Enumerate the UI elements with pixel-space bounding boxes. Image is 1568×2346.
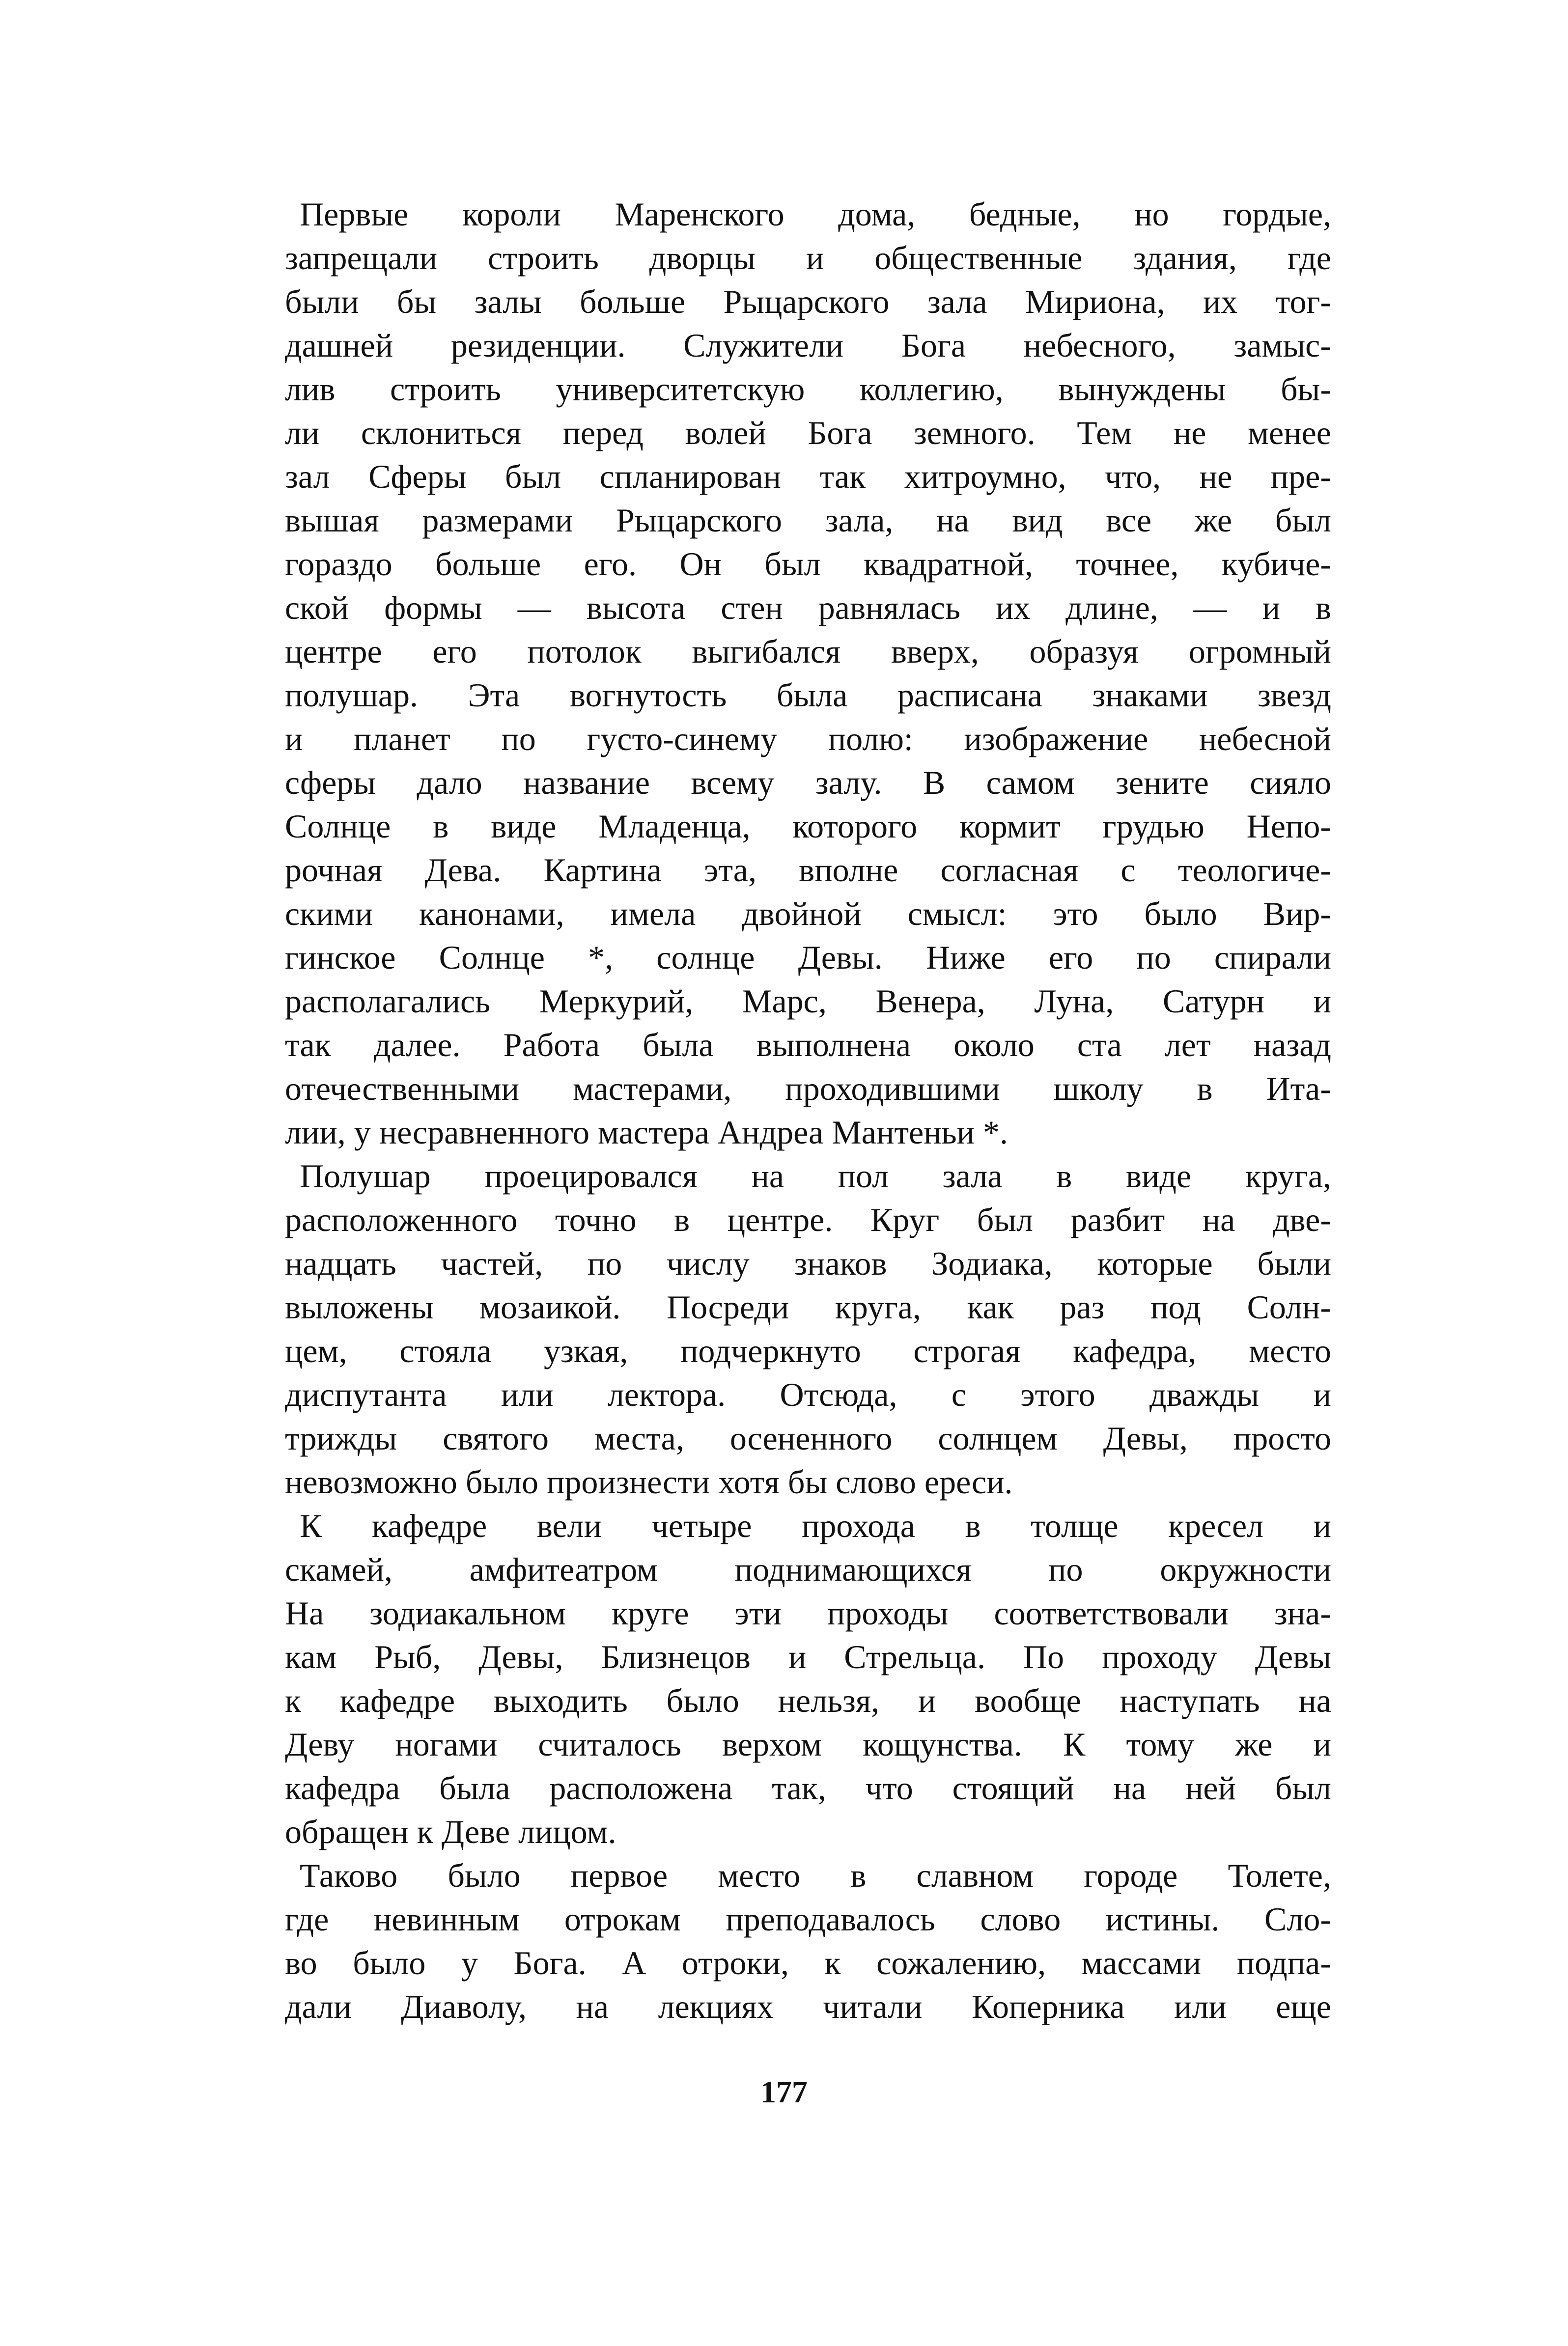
text-line: надцать частей, по числу знаков Зодиака, которые были [285, 1245, 1331, 1282]
text-line: лии, у несравненного мастера Андреа Мантеньи *. [285, 1114, 1008, 1151]
text-line: рочная Дева. Картина эта, вполне согласная с теологиче- [285, 851, 1331, 889]
text-line: Полушар проецировался на пол зала в виде круга, [300, 1157, 1331, 1195]
text-line: Солнце в виде Младенца, которого кормит грудью Непо- [285, 808, 1331, 845]
page-number: 177 [760, 2074, 808, 2109]
text-line: цем, стояла узкая, подчеркнуто строгая кафедра, место [285, 1332, 1331, 1369]
text-line: лив строить университетскую коллегию, вынуждены бы- [285, 370, 1331, 408]
text-line: зал Сферы был спланирован так хитроумно, что, не пре- [285, 458, 1331, 495]
text-line: К кафедре вели четыре прохода в толще кресел и [300, 1507, 1331, 1544]
text-line: гинское Солнце *, солнце Девы. Ниже его по спирали [285, 939, 1331, 976]
text-line: расположенного точно в центре. Круг был разбит на две- [285, 1201, 1331, 1238]
text-line: невозможно было произнести хотя бы слово ереси. [285, 1463, 1013, 1501]
text-line: были бы залы больше Рыцарского зала Мириона, их тог- [285, 283, 1331, 320]
paragraph [285, 193, 1331, 1154]
text-line: запрещали строить дворцы и общественные здания, где [285, 239, 1331, 277]
text-line: На зодиакальном круге эти проходы соответствовали зна- [285, 1594, 1331, 1632]
text-line: Первые короли Маренского дома, бедные, но гордые, [300, 196, 1331, 233]
text-line: ли склониться перед волей Бога земного. Тем не менее [285, 414, 1331, 451]
text-line: так далее. Работа была выполнена около ста лет назад [285, 1026, 1331, 1063]
text-line: трижды святого места, осененного солнцем Девы, просто [285, 1420, 1331, 1457]
text-line: вышая размерами Рыцарского зала, на вид все же был [285, 502, 1331, 539]
text-line: диспутанта или лектора. Отсюда, с этого дважды и [285, 1376, 1331, 1413]
text-line: скамей, амфитеатром поднимающихся по окружности [285, 1551, 1331, 1588]
text-line: обращен к Деве лицом. [285, 1813, 616, 1850]
text-line: гораздо больше его. Он был квадратной, точнее, кубиче- [285, 545, 1331, 583]
paragraph [285, 1504, 1331, 1854]
text-line: располагались Меркурий, Марс, Венера, Луна, Сатурн и [285, 982, 1331, 1020]
text-line: центре его потолок выгибался вверх, образуя огромный [285, 633, 1331, 670]
text-line: полушар. Эта вогнутость была расписана знаками звезд [285, 676, 1331, 714]
text-line: кам Рыб, Девы, Близнецов и Стрельца. По проходу Девы [285, 1638, 1331, 1676]
text-line: скими канонами, имела двойной смысл: это было Вир- [285, 895, 1331, 932]
text-line: дашней резиденции. Служители Бога небесного, замыс- [285, 327, 1331, 364]
text-line: Таково было первое место в славном городе Толете, [300, 1857, 1331, 1894]
text-line: кафедра была расположена так, что стоящий на ней был [285, 1769, 1331, 1807]
paragraph [285, 1854, 1331, 2029]
text-line: где невинным отрокам преподавалось слово истины. Сло- [285, 1900, 1331, 1938]
text-line: дали Диаволу, на лекциях читали Коперника или еще [285, 1988, 1331, 2025]
body-text [285, 193, 1331, 2029]
text-line: во было у Бога. А отроки, к сожалению, массами подпа- [285, 1944, 1331, 1982]
text-line: отечественными мастерами, проходившими школу в Ита- [285, 1070, 1331, 1107]
paragraph [285, 1154, 1331, 1504]
text-line: к кафедре выходить было нельзя, и вообще наступать на [285, 1682, 1331, 1719]
text-line: Деву ногами считалось верхом кощунства. К тому же и [285, 1726, 1331, 1763]
text-line: сферы дало название всему залу. В самом зените сияло [285, 764, 1331, 801]
text-line: и планет по густо-синему полю: изображение небесной [285, 720, 1331, 757]
text-line: ской формы — высота стен равнялась их длине, — и в [285, 589, 1331, 626]
text-line: выложены мозаикой. Посреди круга, как раз под Солн- [285, 1288, 1331, 1326]
